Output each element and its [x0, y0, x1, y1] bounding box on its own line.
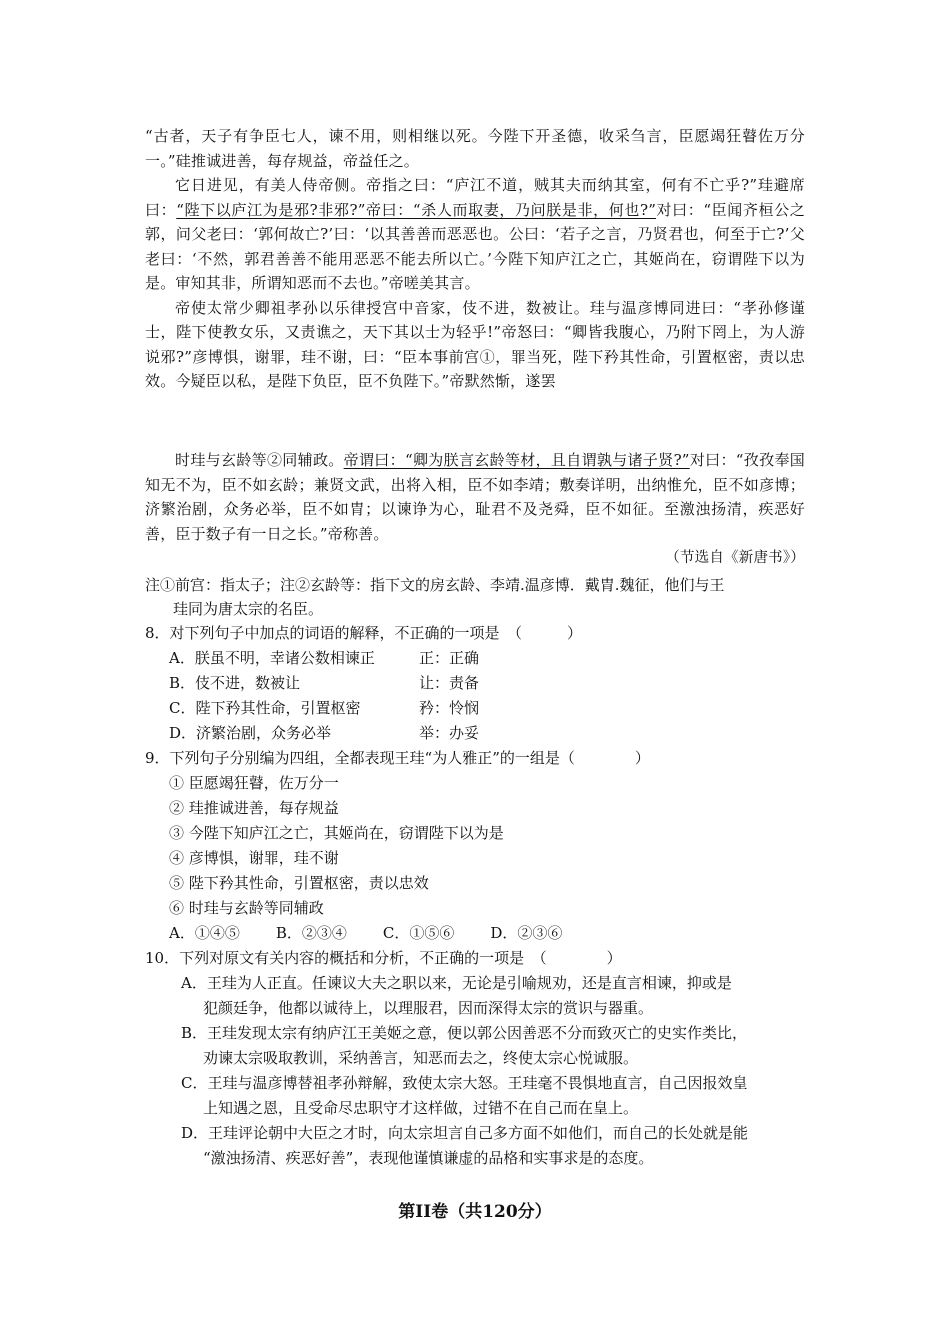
q8-option-b[interactable]: [145, 671, 825, 696]
q10-option-b[interactable]: [145, 1021, 825, 1071]
q10-option-d-line-1: D．王珪评论朝中大臣之才时，向太宗坦言自己多方面不如他们，而自己的长处就是能: [181, 1124, 749, 1142]
q8-option-b-text: B．伎不进，数被让: [169, 674, 301, 692]
p2-text: 它日进见，有美人侍帝侧。帝指之曰：“庐江不道，贼其夫而纳其室，何有不亡乎?”珪避席曰：: [145, 176, 805, 219]
question-9: [145, 746, 825, 946]
q9-choice-a[interactable]: A．①④⑤: [169, 924, 240, 942]
section-title: 第II卷（共120分）: [398, 1202, 552, 1222]
q8-option-c-gloss: 矜：怜悯: [419, 699, 480, 717]
p4-text: 时珪与玄龄等②同辅政。: [175, 451, 344, 469]
question-8-stem: 8．对下列句子中加点的词语的解释，不正确的一项是 （ ）: [145, 624, 583, 642]
passage-part-2: [145, 448, 805, 571]
q9-item-3: ③ 今陛下知庐江之亡，其姬尚在，窃谓陛下以为是: [169, 824, 504, 842]
passage-paragraph-3: 帝使太常少卿祖孝孙以乐律授宫中音家，伎不进，数被让。珪与温彦博同进曰：“孝孙修谨士，陛下使教女乐，又责谯之，天下其以士为轻乎!”帝怒曰：“卿皆我腹心，乃附下罔上，为人游说邪?”彦博惧，谢罪，珪不谢，曰：“臣本事前宫①，罪当死，陛下矜其性命，引置枢密，责以忠效。今疑臣以私，是陛下负臣，臣不负陛下。”帝默然惭，遂罢: [145, 298, 805, 390]
q8-option-a[interactable]: [145, 646, 825, 671]
q8-option-d-text: D．济繁治剧，众务必举: [169, 724, 332, 742]
q10-option-b-line-2: 劝谏太宗吸取教训，采纳善言，知恶而去之，终使太宗心悦诚服。: [203, 1049, 639, 1067]
q9-choice-d[interactable]: D．②③⑥: [490, 924, 563, 942]
underlined-sentence-1: “陛下以庐江为是邪?非邪?”帝曰：: [176, 200, 413, 219]
p2-text-after: 对曰：“臣闻齐桓公之郭，问父老曰：‘郭何故亡?’曰：‘以其善善而恶恶也。公曰：‘若子之言，乃贤君也，何至于亡?’父老曰：‘不然，郭君善善不能用恶恶不能去所以亡。’今陛下知庐江之亡，其姬尚在，窃谓陛下以为是。审知其非，所谓知恶而不去也。”帝嗟美其言。: [145, 200, 806, 292]
q10-option-c[interactable]: [145, 1071, 825, 1121]
q9-item-2: ② 珪推诚进善，每存规益: [169, 799, 339, 817]
q9-choices: [145, 921, 825, 946]
p4-text-after: 对曰：“孜孜奉国知无不为，臣不如玄龄；兼贤文武，出将入相，臣不如李靖；敷奏详明，出纳惟允，臣不如彦博；济繁治剧，众务必举，臣不如胄；以谏诤为心，耻君不及尧舜，臣不如征。至激浊扬清，疾恶好善，臣于数子有一日之长。”帝称善。: [145, 451, 805, 543]
q8-option-a-text: A．朕虽不明，幸诸公数相谏正: [169, 649, 375, 667]
question-8: [145, 621, 825, 746]
q10-option-d[interactable]: [145, 1121, 825, 1171]
question-10: [145, 946, 825, 1171]
q10-option-c-line-2: 上知遇之恩，且受命尽忠职守才这样做，过错不在自己而在皇上。: [203, 1099, 639, 1117]
question-10-stem: 10．下列对原文有关内容的概括和分析，不正确的一项是 （ ）: [145, 949, 622, 967]
q9-item-1: ① 臣愿竭狂瞽，佐万分一: [169, 774, 339, 792]
q9-item-4: ④ 彦博惧，谢罪，珪不谢: [169, 849, 339, 867]
note-line-2: 珪同为唐太宗的名臣。: [173, 600, 324, 618]
q10-option-a-line-1: A．王珪为人正直。任谏议大夫之职以来，无论是引喻规劝，还是直言相谏，抑或是: [181, 974, 732, 992]
q10-option-b-line-1: B．王珪发现太宗有纳庐江王美姬之意，便以郭公因善恶不分而致灭亡的史实作类比，: [181, 1024, 748, 1042]
passage-paragraph-2: [145, 173, 805, 296]
q8-option-c[interactable]: [145, 696, 825, 721]
q8-option-d[interactable]: [145, 721, 825, 746]
q8-option-d-gloss: 举：办妥: [419, 724, 480, 742]
q8-option-c-text: C．陛下矜其性命，引置枢密: [169, 699, 361, 717]
underlined-sentence-2: “杀人而取妻，乃问朕是非，何也?”: [412, 200, 657, 219]
q9-choice-b[interactable]: B．②③④: [275, 924, 347, 942]
question-9-stem: 9．下列句子分别编为四组，全都表现王珪“为人雅正”的一组是（ ）: [145, 749, 650, 767]
q10-option-a[interactable]: [145, 971, 825, 1021]
passage-paragraph-4: [145, 448, 805, 546]
q10-option-c-line-1: C．王珪与温彦博替祖孝孙辩解，致使太宗大怒。王珪毫不畏惧地直言，自己因报效皇: [181, 1074, 748, 1092]
q8-option-a-gloss: 正：正确: [419, 649, 480, 667]
annotation-notes: [145, 573, 805, 621]
q10-option-a-line-2: 犯颜廷争，他都以诚待上，以理服君，因而深得太宗的赏识与器重。: [203, 999, 654, 1017]
q9-choice-c[interactable]: C．①⑤⑥: [382, 924, 455, 942]
note-line-1: 注①前宫：指太子；注②玄龄等：指下文的房玄龄、李靖.温彦博．戴胄.魏征，他们与王: [145, 576, 725, 594]
q9-item-5: ⑤ 陛下矜其性命，引置枢密，责以忠效: [169, 874, 429, 892]
source-citation: （节选自《新唐书》）: [665, 550, 805, 566]
q8-option-b-gloss: 让：责备: [419, 674, 480, 692]
q10-option-d-line-2: “激浊扬清、疾恶好善”，表现他谨慎谦虚的品格和实事求是的态度。: [203, 1149, 654, 1167]
underlined-sentence-3: 帝谓曰：“卿为朕言玄龄等材，且自谓孰与诸子贤?”: [343, 451, 690, 469]
q9-item-6: ⑥ 时珪与玄龄等同辅政: [169, 899, 324, 917]
passage-paragraph-1: “古者，天子有争臣七人，谏不用，则相继以死。今陛下开圣德，收采刍言，臣愿竭狂瞽佐万分一。”硅推诚进善，每存规益，帝益任之。: [145, 127, 805, 170]
passage-part-1: [145, 124, 805, 394]
